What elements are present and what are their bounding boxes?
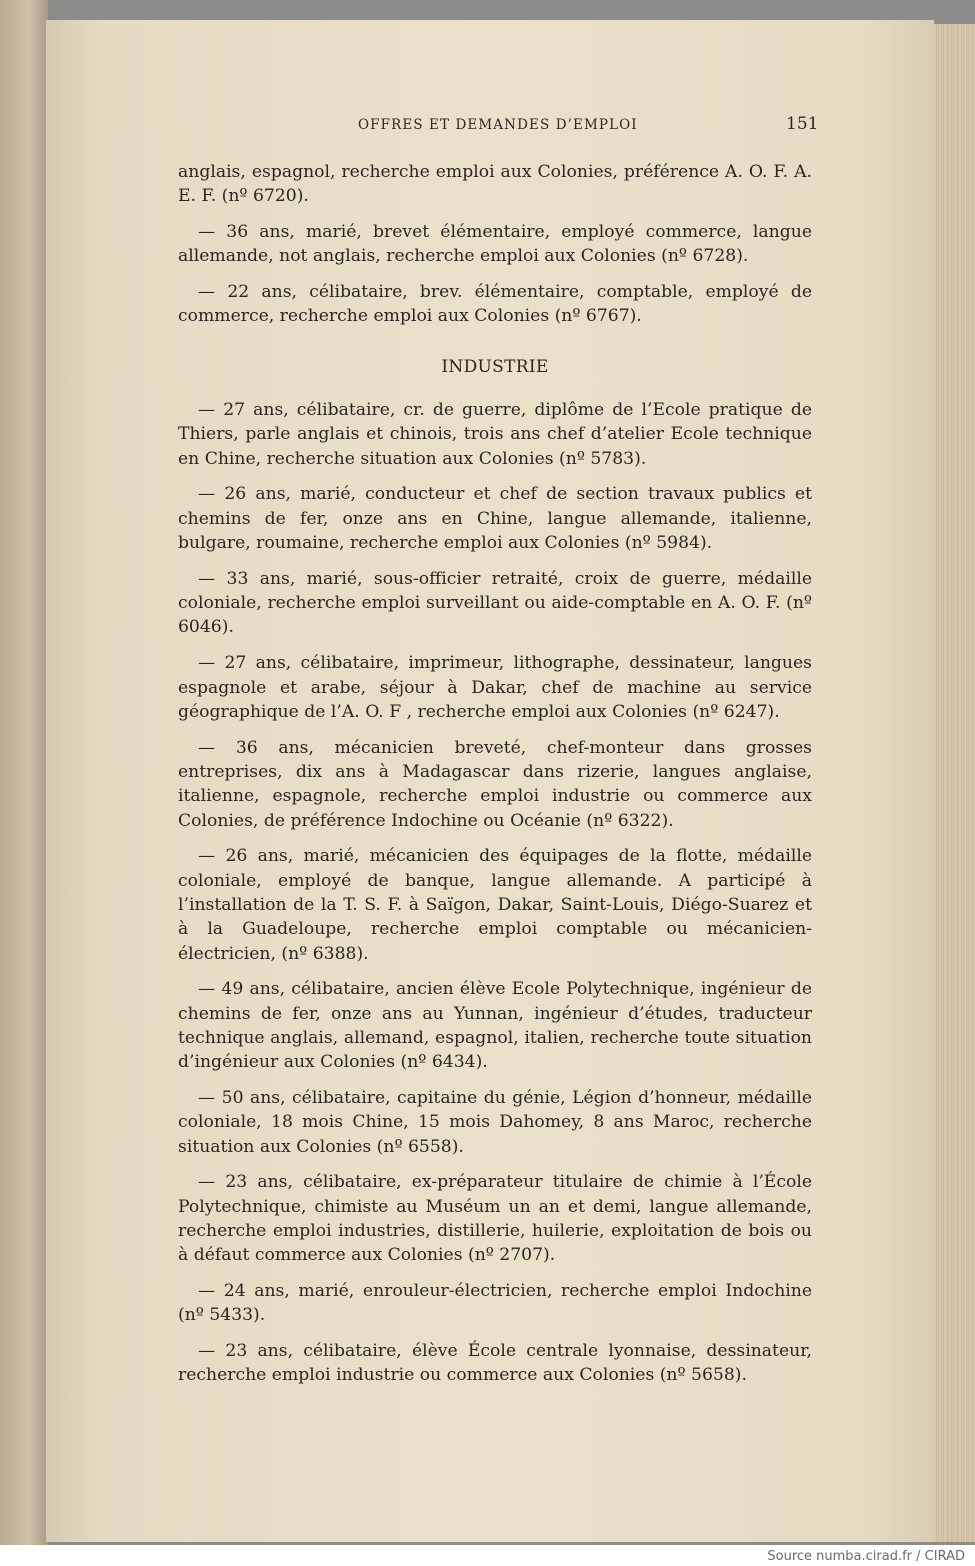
page-number: 151 <box>786 114 819 134</box>
job-entry: — 22 ans, célibataire, brev. élémentaire, comptable, employé de commerce, recherche emploi aux Colonies (nº 6767). <box>178 282 812 327</box>
source-credit: Source numba.cirad.fr / CIRAD <box>767 1549 965 1564</box>
job-entry: — 36 ans, mécanicien breveté, chef-monteur dans grosses entreprises, dix ans à Madagascar dans rizerie, langues anglaise, italienne, espagnole, recherche emploi industrie ou commerce aux Colonies, de préférence Indochine ou Océanie (nº 6322). <box>178 737 812 831</box>
left-page-edge <box>0 0 48 1545</box>
job-entry: — 26 ans, marié, mécanicien des équipages de la flotte, médaille coloniale, employé de banque, langue allemande. A participé à l’installation de la T. S. F. à Saïgon, Dakar, Saint-Louis, Diégo-Suarez et à la Guadeloupe, recherche emploi comptable ou mécanicien-électricien, (nº 6388). <box>178 846 812 964</box>
job-entry: — 23 ans, célibataire, ex-préparateur titulaire de chimie à l’École Polytechnique, chimiste au Muséum un an et demi, langue allemande, recherche emploi industries, distillerie, huilerie, exploitation de bois ou à défaut commerce aux Colonies (nº 2707). <box>178 1172 812 1266</box>
job-entry: — 27 ans, célibataire, imprimeur, lithographe, dessinateur, langues espagnole et arabe, séjour à Dakar, chef de machine au service géographique de l’A. O. F , recherche emploi aux Colonies (nº 6247). <box>178 653 812 722</box>
running-header: OFFRES ET DEMANDES D’EMPLOI <box>358 117 638 133</box>
job-entry: — 27 ans, célibataire, cr. de guerre, diplôme de l’Ecole pratique de Thiers, parle anglais et chinois, trois ans chef d’atelier Ecole technique en Chine, recherche situation aux Colonies (nº 5783). <box>178 400 812 469</box>
page-stack-edge <box>932 24 975 1542</box>
job-entry: — 24 ans, marié, enrouleur-électricien, recherche emploi Indochine (nº 5433). <box>178 1281 812 1326</box>
section-heading-industrie: INDUSTRIE <box>441 356 549 377</box>
job-entry: — 33 ans, marié, sous-officier retraité, croix de guerre, médaille coloniale, recherche emploi surveillant ou aide-comptable en A. O. F. (nº 6046). <box>178 568 812 638</box>
page-content <box>178 160 812 1399</box>
job-entry: — 26 ans, marié, conducteur et chef de section travaux publics et chemins de fer, onze ans en Chine, langue allemande, italienne, bulgare, roumaine, recherche emploi aux Colonies (nº 5984). <box>178 484 812 554</box>
job-entry: — 23 ans, célibataire, élève École centrale lyonnaise, dessinateur, recherche emploi industrie ou commerce aux Colonies (nº 5658). <box>178 1341 812 1386</box>
job-entry: — 50 ans, célibataire, capitaine du génie, Légion d’honneur, médaille coloniale, 18 mois Chine, 15 mois Dahomey, 8 ans Maroc, recherche situation aux Colonies (nº 6558). <box>178 1088 812 1157</box>
job-entry: — 49 ans, célibataire, ancien élève Ecole Polytechnique, ingénieur de chemins de fer, onze ans au Yunnan, ingénieur d’études, traducteur technique anglais, allemand, espagnol, italien, recherche toute situation d’ingénieur aux Colonies (nº 6434). <box>178 979 812 1073</box>
continuation-paragraph: anglais, espagnol, recherche emploi aux Colonies, préférence A. O. F. A. E. F. (nº 6720). <box>178 162 812 207</box>
job-entry: — 36 ans, marié, brevet élémentaire, employé commerce, langue allemande, not anglais, recherche emploi aux Colonies (nº 6728). <box>178 222 812 267</box>
